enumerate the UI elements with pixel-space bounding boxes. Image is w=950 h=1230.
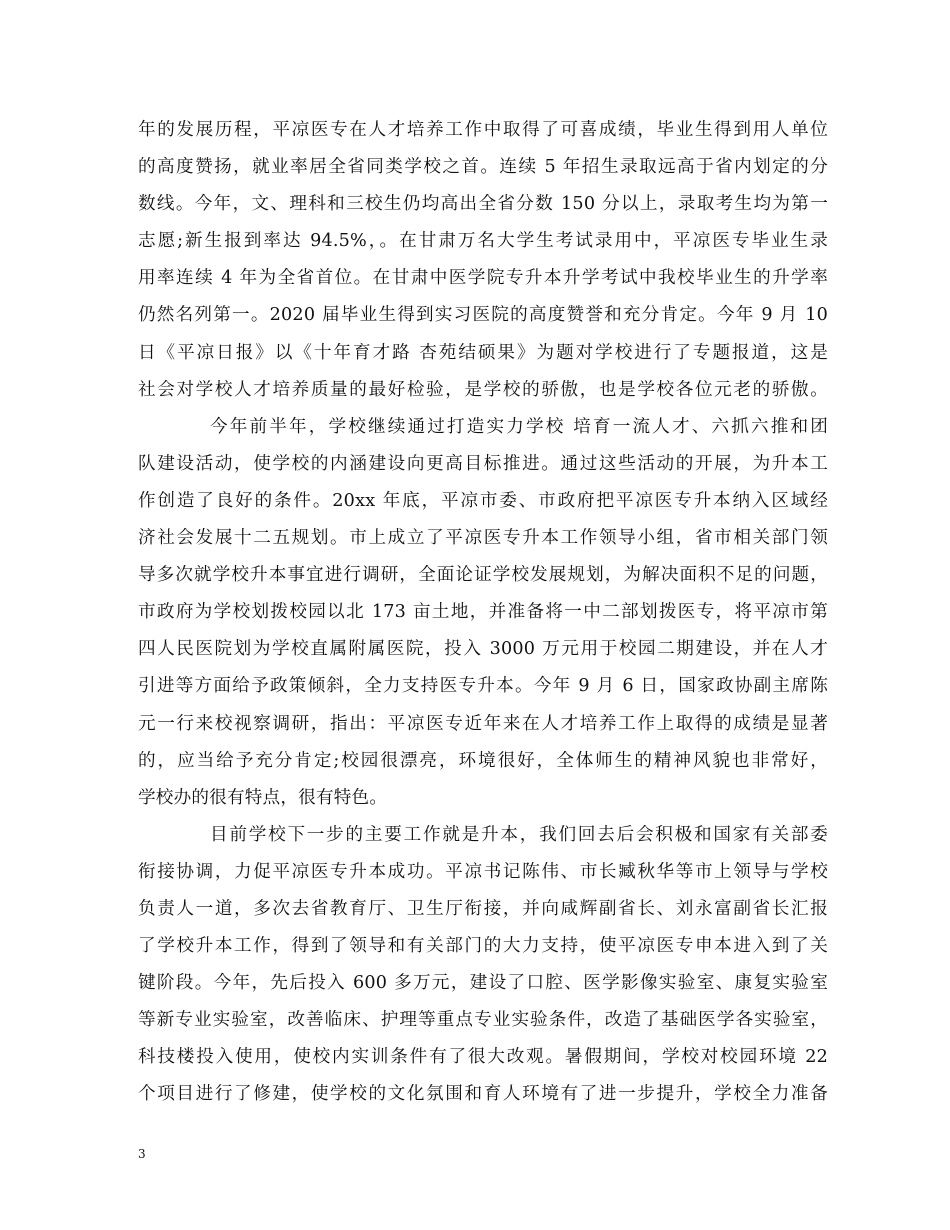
text-line: 社会对学校人才培养质量的最好检验，是学校的骄傲，也是学校各位元老的骄傲。: [138, 379, 828, 400]
paragraph-3: [138, 817, 828, 1114]
text-line: 数线。今年，文、理科和三校生仍均高出全省分数 150 分以上，录取考生均为第一: [138, 194, 828, 215]
text-line: 引进等方面给予政策倾斜，全力支持医专升本。今年 9 月 6 日，国家政协副主席陈: [138, 676, 828, 697]
text-line: 志愿;新生报到率达 94.5%，。在甘肃万名大学生考试录用中，平凉医专毕业生录: [138, 231, 828, 252]
text-line: 作创造了良好的条件。20xx 年底，平凉市委、市政府把平凉医专升本纳入区域经: [138, 490, 828, 511]
text-line: 科技楼投入使用，使校内实训条件有了很大改观。暑假期间，学校对校园环境 22: [138, 1047, 828, 1068]
text-line: 键阶段。今年，先后投入 600 多万元，建设了口腔、医学影像实验室、康复实验室: [138, 973, 828, 994]
text-line: 队建设活动，使学校的内涵建设向更高目标推进。通过这些活动的开展，为升本工: [138, 453, 828, 474]
text-line: 元一行来校视察调研，指出：平凉医专近年来在人才培养工作上取得的成绩是显著: [138, 713, 828, 734]
text-line: 负责人一道，多次去省教育厅、卫生厅衔接，并向咸辉副省长、刘永富副省长汇报: [138, 898, 828, 919]
text-line: 导多次就学校升本事宜进行调研，全面论证学校发展规划，为解决面积不足的问题，: [138, 565, 828, 586]
text-line: 今年前半年，学校继续通过打造实力学校 培育一流人才、六抓六推和团: [210, 416, 828, 437]
paragraph-1: [138, 112, 828, 409]
text-line: 济社会发展十二五规划。市上成立了平凉医专升本工作领导小组，省市相关部门领: [138, 528, 828, 549]
text-line: 目前学校下一步的主要工作就是升本，我们回去后会积极和国家有关部委: [210, 824, 828, 845]
paragraph-2: [138, 409, 828, 817]
text-line: 日《平凉日报》以《十年育才路 杏苑结硕果》为题对学校进行了专题报道，这是: [138, 342, 828, 363]
text-line: 的高度赞扬，就业率居全省同类学校之首。连续 5 年招生录取远高于省内划定的分: [138, 157, 828, 178]
text-line: 等新专业实验室，改善临床、护理等重点专业实验条件，改造了基础医学各实验室，: [138, 1010, 828, 1031]
text-line: 用率连续 4 年为全省首位。在甘肃中医学院专升本升学考试中我校毕业生的升学率: [138, 268, 828, 289]
text-line: 衔接协调，力促平凉医专升本成功。平凉书记陈伟、市长臧秋华等市上领导与学校: [138, 861, 828, 882]
text-line: 年的发展历程，平凉医专在人才培养工作中取得了可喜成绩，毕业生得到用人单位: [138, 120, 828, 140]
text-line: 的，应当给予充分肯定;校园很漂亮，环境很好，全体师生的精神风貌也非常好，: [138, 750, 828, 771]
document-body: [138, 112, 828, 1114]
text-line: 个项目进行了修建，使学校的文化氛围和育人环境有了进一步提升，学校全力准备: [138, 1084, 828, 1105]
page-number: 3: [138, 1147, 146, 1161]
text-line: 仍然名列第一。2020 届毕业生得到实习医院的高度赞誉和充分肯定。今年 9 月 10: [138, 305, 828, 326]
text-line: 四人民医院划为学校直属附属医院，投入 3000 万元用于校园二期建设，并在人才: [138, 639, 828, 660]
text-line: 学校办的很有特点，很有特色。: [138, 787, 388, 808]
text-line: 市政府为学校划拨校园以北 173 亩土地，并准备将一中二部划拨医专，将平凉市第: [138, 602, 828, 623]
text-line: 了学校升本工作，得到了领导和有关部门的大力支持，使平凉医专申本进入到了关: [138, 936, 828, 957]
